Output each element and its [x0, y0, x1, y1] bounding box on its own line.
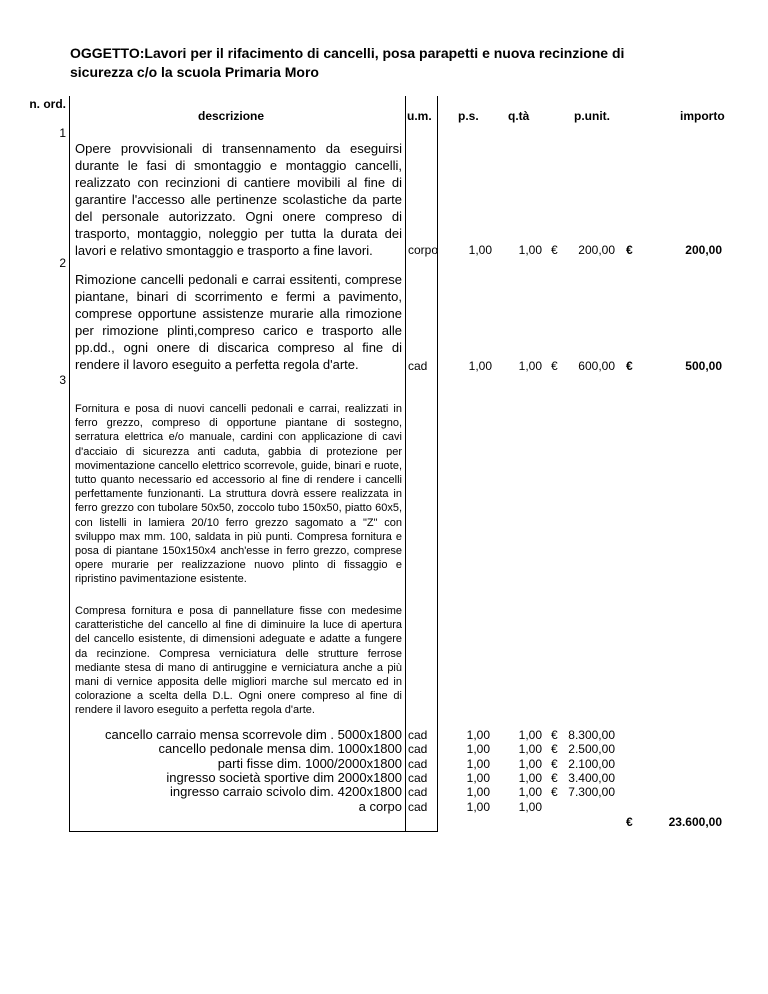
sub-item-ps: 1,00 — [466, 728, 490, 742]
sub-item-ps: 1,00 — [466, 785, 490, 800]
item-unit-price: 600,00 — [578, 359, 615, 373]
header-qta: q.tà — [508, 109, 530, 123]
currency-symbol: € — [626, 243, 633, 257]
header-importo: importo — [680, 109, 725, 123]
item-ps: 1,00 — [468, 243, 492, 257]
sub-item-label: cancello pedonale mensa dim. 1000x1800 — [158, 741, 402, 757]
sub-item-um: cad — [408, 756, 428, 771]
sub-item-label: ingresso carraio scivolo dim. 4200x1800 — [170, 784, 402, 800]
sub-item-qta: 1,00 — [518, 728, 542, 742]
currency-symbol: € — [551, 728, 558, 742]
currency-symbol: € — [551, 785, 558, 800]
item-number: 1 — [59, 126, 66, 140]
header-n-ord: n. ord. — [29, 97, 66, 111]
sub-item-qta: 1,00 — [518, 742, 542, 757]
sub-item-unit-price: 7.300,00 — [568, 785, 615, 800]
item-amount: 500,00 — [685, 359, 722, 373]
sub-item-qta: 1,00 — [518, 770, 542, 785]
header-punit: p.unit. — [574, 109, 610, 123]
sub-item-um: cad — [408, 785, 428, 800]
sub-item-um: cad — [408, 728, 428, 742]
sub-item-ps: 1,00 — [466, 770, 490, 785]
sub-item-unit-price: 2.100,00 — [568, 756, 615, 771]
sub-item-qta: 1,00 — [518, 756, 542, 771]
sub-item-ps: 1,00 — [466, 756, 490, 771]
currency-symbol: € — [551, 770, 558, 785]
sub-item-label: a corpo — [358, 798, 402, 814]
sub-item-label: cancello carraio mensa scorrevole dim . 5000x1800 — [105, 727, 402, 742]
item-qta: 1,00 — [518, 359, 542, 373]
item-qta: 1,00 — [518, 243, 542, 257]
sub-item-unit-price: 8.300,00 — [568, 728, 615, 742]
item-ps: 1,00 — [468, 359, 492, 373]
item-amount: 200,00 — [685, 243, 722, 257]
grid-line-left — [69, 96, 70, 832]
sub-item-um: cad — [408, 770, 428, 785]
sub-item-qta: 1,00 — [518, 799, 542, 814]
grid-line-um-left — [405, 96, 406, 832]
sub-item-label: parti fisse dim. 1000/2000x1800 — [217, 755, 402, 771]
sub-item-unit-price: 3.400,00 — [568, 770, 615, 785]
item-amount: 23.600,00 — [668, 815, 722, 829]
item-um: cad — [408, 359, 428, 373]
item-description-continued: Compresa fornitura e posa di pannellature fisse con medesime caratteristiche del cancello al fine di diminuire la luce di apertura del cancello esistente, di dimensioni adeguate e adatte a fungere da recinzione. Compresa verniciatura delle strutture ferrose mediante stesa di mano di antiruggine e verniciatura anche a più mani di vernice apposita delle migliori marche sul mercato ed in colorazione a scelta della D.L. Ogni onere compreso al fine di rendere il lavoro eseguito a perfetta regola d'arte. — [75, 605, 402, 717]
item-number: 3 — [59, 373, 66, 387]
header-descrizione: descrizione — [198, 109, 265, 123]
sub-item-unit-price: 2.500,00 — [568, 742, 615, 757]
header-um: u.m. — [407, 109, 432, 123]
sub-item-label: ingresso società sportive dim 2000x1800 — [166, 769, 402, 785]
item-um: corpo — [408, 243, 439, 257]
sub-item-um: cad — [408, 799, 428, 814]
item-description: Rimozione cancelli pedonali e carrai essitenti, comprese piantane, binari di scorrimento e fermi a pavimento, comprese opportune assistenze murarie alla rimozione per rimozione plinti,compreso carico e trasporto alle pp.dd., ogni onere di discarica compreso al fine di rendere il lavoro eseguito a perfetta regola d'arte. — [75, 272, 402, 372]
sub-item-qta: 1,00 — [518, 785, 542, 800]
sub-item-ps: 1,00 — [466, 742, 490, 757]
item-number: 2 — [59, 256, 66, 270]
currency-symbol: € — [626, 359, 633, 373]
currency-symbol: € — [551, 359, 558, 373]
grid-line-um-right — [437, 96, 438, 832]
currency-symbol: € — [551, 756, 558, 771]
currency-symbol: € — [551, 243, 558, 257]
header-ps: p.s. — [458, 109, 479, 123]
item-description: Fornitura e posa di nuovi cancelli pedonali e carrai, realizzati in ferro grezzo, compreso di opportune piantane di sostegno, serratura elettrica e/o manuale, cardini con applicazione di cavi d'acciaio di sicurezza anti caduta, gabbia di protezione per movimentazione cancello elettrico scorrevole, guide, binari e ruote, tutto quanto necessario ed accessorio al fine di rendere i cancelli perfettamente funzionanti. La struttura dovrà essere realizzata in ferro grezzo con tubolare 50x50, zoccolo tubo 150x50, piatto 60x5, con listelli in lamiera 20/10 ferro grezzo sagomato a "Z" con sviluppo max mm. 100, saldata in più punti. Compresa fornitura e posa di piantane 150x150x4 anch'esse in ferro grezzo, comprese opere murarie per realizzazione nuovo plinto di fissaggio e ripristino pavimentazione esistente. — [75, 403, 402, 586]
grid-line-bottom — [69, 831, 438, 832]
currency-symbol: € — [626, 815, 633, 829]
item-unit-price: 200,00 — [578, 243, 615, 257]
sub-item-um: cad — [408, 742, 428, 757]
currency-symbol: € — [551, 742, 558, 757]
item-description: Opere provvisionali di transennamento da eseguirsi durante le fasi di smontaggio e montaggio cancelli, realizzato con recinzioni di cantiere movibili al fine di garantire l'accesso alle pertinenze scolastiche da parte del personale autorizzato. Ogni onere compreso di trasporto, montaggio, noleggio per tutta la durata dei lavori e relativo smontaggio e trasporto a fine lavori. — [75, 141, 402, 258]
sub-item-ps: 1,00 — [466, 799, 490, 814]
document-title: OGGETTO:Lavori per il rifacimento di cancelli, posa parapetti e nuova recinzione di sicurezza c/o la scuola Primaria Moro — [70, 45, 625, 80]
